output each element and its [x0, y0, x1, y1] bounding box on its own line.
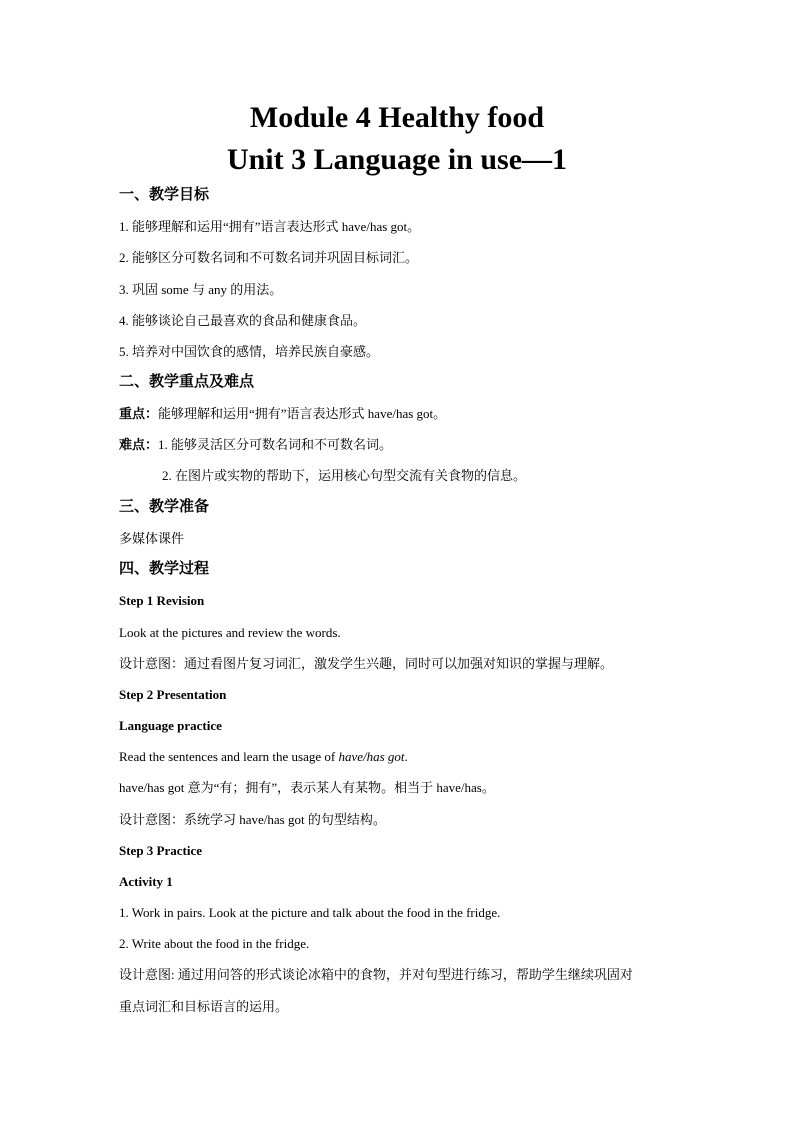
activity-item: 2. Write about the food in the fridge.	[119, 936, 310, 951]
step-title: Step 2 Presentation	[119, 687, 227, 702]
key-point-line	[119, 405, 446, 423]
key-point-label: 重点：	[119, 406, 159, 421]
activity-title: Activity 1	[119, 874, 173, 889]
design-intent: 设计意图：通过看图片复习词汇，激发学生兴趣，同时可以加强对知识的掌握与理解。	[119, 656, 614, 671]
step-text-part: .	[404, 749, 408, 764]
grammar-note: have/has got 意为“有；拥有”，表示某人有某物。相当于 have/has。	[119, 780, 495, 795]
step-text-emphasis: have/has got	[338, 749, 405, 764]
section-heading-process: 四、教学过程	[119, 561, 210, 577]
section-heading-key-points: 二、教学重点及难点	[119, 374, 255, 390]
difficult-point-item: 1. 能够灵活区分可数名词和不可数名词。	[158, 437, 393, 452]
difficult-point-line	[119, 436, 392, 454]
objective-item: 2. 能够区分可数名词和不可数名词并巩固目标词汇。	[119, 250, 419, 265]
objective-item: 4. 能够谈论自己最喜欢的食品和健康食品。	[119, 313, 367, 328]
step-text: Look at the pictures and review the words.	[119, 625, 341, 640]
objective-item: 5. 培养对中国饮食的感情，培养民族自豪感。	[119, 344, 380, 359]
step-text	[119, 748, 408, 766]
design-intent: 重点词汇和目标语言的运用。	[119, 999, 289, 1014]
design-intent: 设计意图：系统学习 have/has got 的句型结构。	[119, 812, 386, 827]
difficult-point-label: 难点：	[119, 437, 159, 452]
document-subtitle: Unit 3 Language in use—1	[226, 143, 568, 176]
objective-item: 3. 巩固 some 与 any 的用法。	[119, 282, 283, 297]
section-heading-objectives: 一、教学目标	[119, 187, 210, 203]
difficult-point-item: 2. 在图片或实物的帮助下，运用核心句型交流有关食物的信息。	[162, 468, 527, 483]
step-text-part: Read the sentences and learn the usage of	[119, 749, 339, 764]
document-title: Module 4 Healthy food	[249, 101, 545, 134]
key-point-text: 能够理解和运用“拥有”语言表达形式 have/has got。	[158, 406, 447, 421]
preparation-text: 多媒体课件	[119, 531, 185, 546]
objective-item: 1. 能够理解和运用“拥有”语言表达形式 have/has got。	[119, 219, 421, 234]
section-heading-preparation: 三、教学准备	[119, 499, 210, 515]
activity-item: 1. Work in pairs. Look at the picture and talk about the food in the fridge.	[119, 905, 501, 920]
design-intent: 设计意图: 通过用问答的形式谈论冰箱中的食物，并对句型进行练习，帮助学生继续巩固对	[119, 967, 633, 982]
step-title: Step 3 Practice	[119, 843, 203, 858]
step-title: Step 1 Revision	[119, 593, 205, 608]
step-subtitle: Language practice	[119, 718, 222, 733]
